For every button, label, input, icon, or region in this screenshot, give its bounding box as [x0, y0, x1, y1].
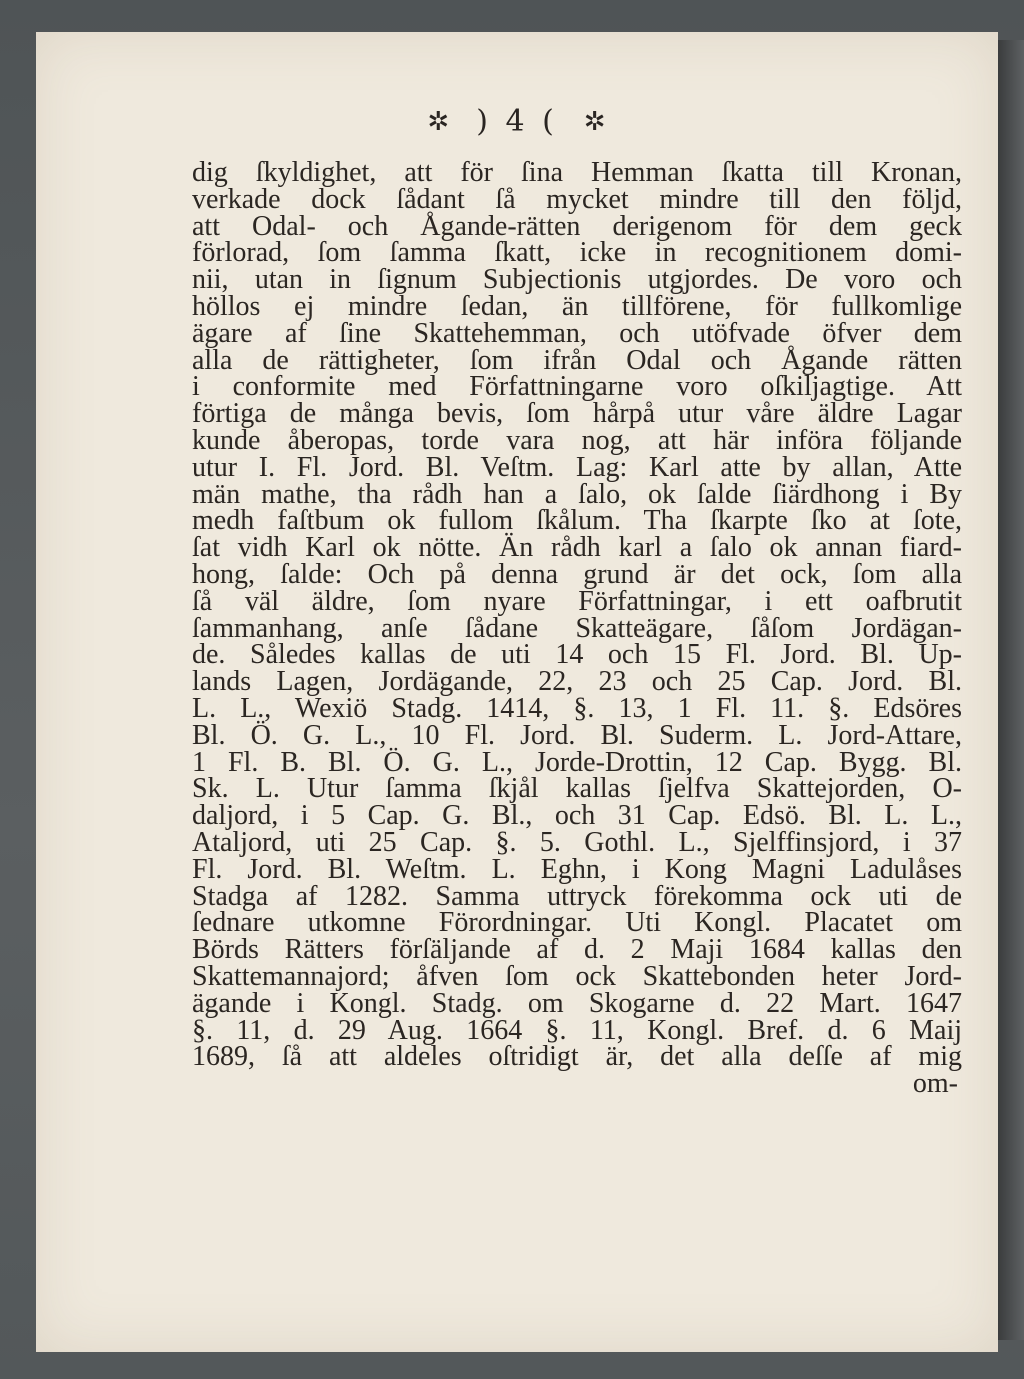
text-line: Skattemannajord; åfven ſom ock Skattebonden heter Jord-	[192, 960, 962, 992]
text-line: utur I. Fl. Jord. Bl. Veſtm. Lag: Karl atte by allan, Atte	[192, 451, 962, 483]
text-line: 1 Fl. B. Bl. Ö. G. L., Jorde-Drottin, 12 Cap. Bygg. Bl.	[192, 746, 962, 778]
body-text	[192, 157, 962, 1100]
text-line: nii, utan in ſignum Subjectionis utgjordes. De voro och	[192, 264, 962, 296]
text-line: verkade dock ſådant ſå mycket mindre till den följd,	[192, 183, 962, 215]
text-line: Ataljord, uti 25 Cap. §. 5. Gothl. L., Sjelffinsjord, i 37	[192, 826, 962, 858]
page-number: ) 4 (	[476, 104, 558, 139]
text-line: L. L., Wexiö Stadg. 1414, §. 13, 1 Fl. 11. §. Edsöres	[192, 692, 962, 724]
book-page	[36, 32, 998, 1352]
text-line: hong, ſalde: Och på denna grund är det ock, ſom alla	[192, 558, 962, 590]
text-line: Bl. Ö. G. L., 10 Fl. Jord. Bl. Suderm. L. Jord-Attare,	[192, 719, 962, 751]
text-line: förlorad, ſom ſamma ſkatt, icke in recognitionem domi-	[192, 237, 962, 269]
text-line: 1689, ſå att aldeles oſtridigt är, det alla deſſe af mig	[192, 1041, 962, 1073]
text-line: ſat vidh Karl ok nötte. Än rådh karl a ſalo ok annan fiard-	[192, 532, 962, 564]
text-line: daljord, i 5 Cap. G. Bl., och 31 Cap. Edsö. Bl. L. L.,	[192, 800, 962, 832]
text-line: Stadga af 1282. Samma uttryck förekomma ock uti de	[192, 880, 962, 912]
text-line: i conformite med Författningarne voro oſkiljagtige. Att	[192, 371, 962, 403]
text-line: ſednare utkomne Förordningar. Uti Kongl. Placatet om	[192, 907, 962, 939]
text-line: dig ſkyldighet, att för ſina Hemman ſkatta till Kronan,	[192, 157, 962, 188]
text-line: ägare af ſine Skattehemman, och utöfvade öfver dem	[192, 317, 962, 349]
text-line: ſå väl äldre, ſom nyare Författningar, i ett oafbrutit	[192, 585, 962, 617]
text-line: Börds Rätters förſäljande af d. 2 Maji 1684 kallas den	[192, 934, 962, 966]
text-line: förtiga de många bevis, ſom hårpå utur våre äldre Lagar	[192, 398, 962, 430]
ornament-right-icon: ✲	[583, 106, 607, 137]
text-line: medh faſtbum ok fullom ſkålum. Tha ſkarpte ſko at ſote,	[192, 505, 962, 537]
book-edge	[998, 40, 1024, 1340]
text-line: män mathe, tha rådh han a ſalo, ok ſalde ſiärdhong i By	[192, 478, 962, 510]
text-line: att Odal- och Ågande-rätten derigenom för dem geck	[192, 210, 962, 242]
text-line: ſammanhang, anſe ſådane Skatteägare, ſåſom Jordägan-	[192, 612, 962, 644]
text-line: ägande i Kongl. Stadg. om Skogarne d. 22 Mart. 1647	[192, 987, 962, 1019]
text-line: höllos ej mindre ſedan, än tillförene, för fullkomlige	[192, 290, 962, 322]
text-line: Fl. Jord. Bl. Weſtm. L. Eghn, i Kong Magni Ladulåses	[192, 853, 962, 885]
ornament-left-icon: ✲	[427, 106, 451, 137]
text-line: §. 11, d. 29 Aug. 1664 §. 11, Kongl. Bref. d. 6 Maij	[192, 1014, 962, 1046]
running-header	[36, 104, 998, 139]
text-line: Sk. L. Utur ſamma ſkjål kallas ſjelfva Skattejorden, O-	[192, 773, 962, 805]
text-line: lands Lagen, Jordägande, 22, 23 och 25 Cap. Jord. Bl.	[192, 666, 962, 698]
text-line: kunde åberopas, torde vara nog, att här införa följande	[192, 424, 962, 456]
text-line: alla de rättigheter, ſom ifrån Odal och Ågande rätten	[192, 344, 962, 376]
text-line: de. Således kallas de uti 14 och 15 Fl. Jord. Bl. Up-	[192, 639, 962, 671]
catchword: om-	[912, 1068, 958, 1100]
